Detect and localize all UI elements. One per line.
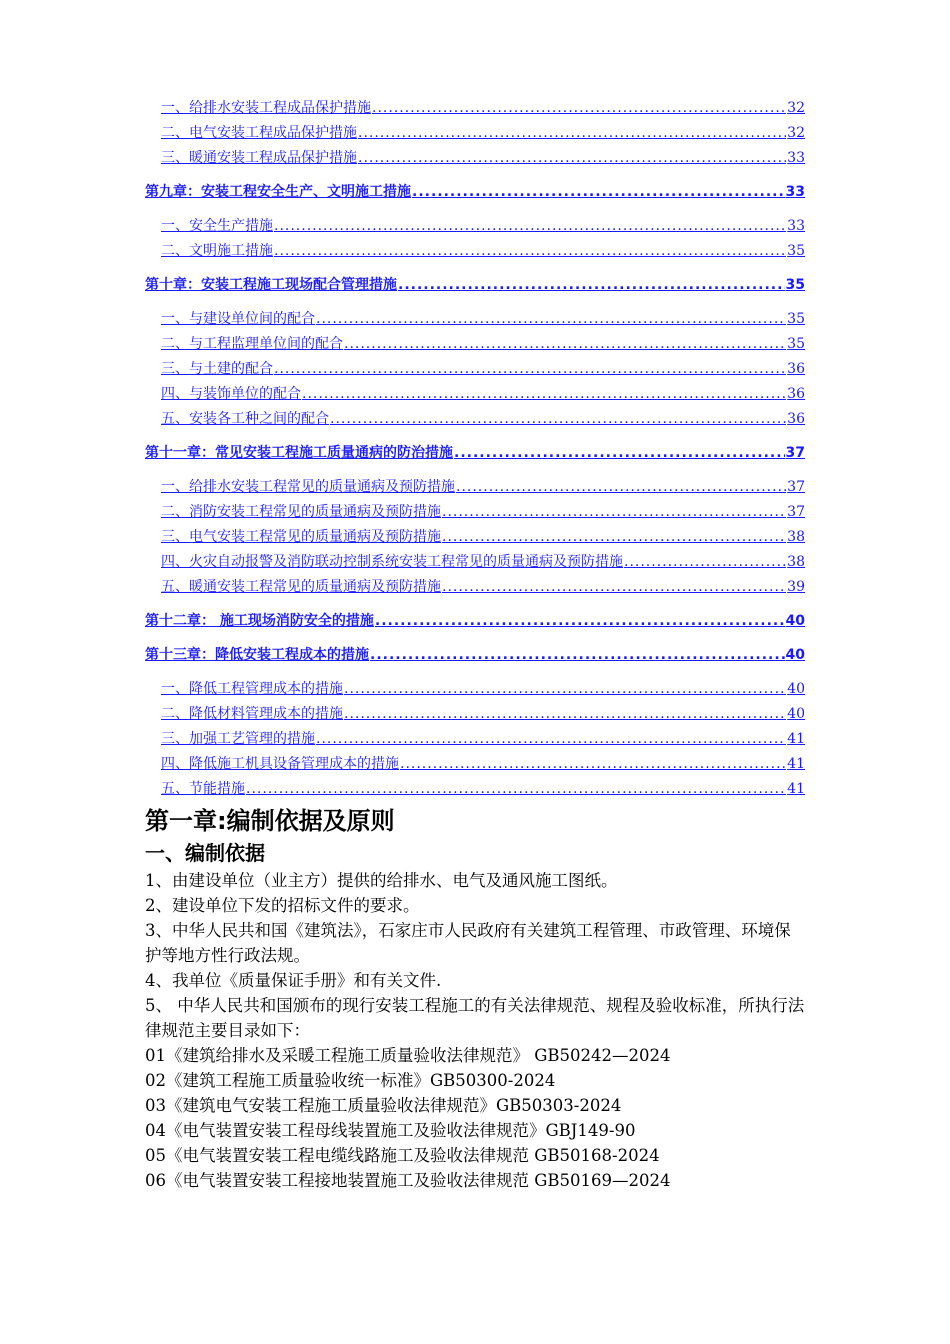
toc-entry[interactable]: 四、火灾自动报警及消防联动控制系统安装工程常见的质量通病及预防措施 ..... 38: [145, 550, 805, 575]
toc-entry[interactable]: 四、与装饰单位的配合 ..... 36: [145, 382, 805, 407]
toc-entry[interactable]: 三、暖通安装工程成品保护措施 ..... 33: [145, 146, 805, 171]
toc-entry[interactable]: 一、给排水安装工程常见的质量通病及预防措施 ..... 37: [145, 475, 805, 500]
standard-item: 04《电气装置安装工程母线装置施工及验收法律规范》GBJ149-90: [145, 1121, 636, 1140]
standard-item: 01《建筑给排水及采暖工程施工质量验收法律规范》 GB50242—2024: [145, 1046, 671, 1065]
toc-entry[interactable]: 三、加强工艺管理的措施 ..... 41: [145, 727, 805, 752]
toc-chapter-13[interactable]: 第十三章：降低安装工程成本的措施 ..... 40: [145, 643, 805, 668]
toc-entry[interactable]: 四、降低施工机具设备管理成本的措施 ..... 41: [145, 752, 805, 777]
document-body: [145, 804, 805, 1193]
toc-entry[interactable]: 一、给排水安装工程成品保护措施 ..... 32: [145, 96, 805, 121]
toc-entry[interactable]: 二、文明施工措施 ..... 35: [145, 239, 805, 264]
toc-entry[interactable]: 一、降低工程管理成本的措施 ..... 40: [145, 677, 805, 702]
standard-item: 05《电气装置安装工程电缆线路施工及验收法律规范 GB50168-2024: [145, 1146, 660, 1165]
document-page: [145, 96, 805, 1193]
toc-entry[interactable]: 二、降低材料管理成本的措施 ..... 40: [145, 702, 805, 727]
paragraph: 5、 中华人民共和国颁布的现行安装工程施工的有关法律规范、规程及验收标准，所执行法律规范主要目录如下：: [145, 996, 805, 1040]
chapter-title: 第一章:编制依据及原则: [145, 807, 395, 835]
toc-entry[interactable]: 二、消防安装工程常见的质量通病及预防措施 ..... 37: [145, 500, 805, 525]
toc-chapter-12[interactable]: 第十二章： 施工现场消防安全的措施 ..... 40: [145, 609, 805, 634]
toc-entry[interactable]: 三、与土建的配合 ..... 36: [145, 357, 805, 382]
standard-item: 06《电气装置安装工程接地装置施工及验收法律规范 GB50169—2024: [145, 1171, 671, 1190]
toc-entry[interactable]: 五、暖通安装工程常见的质量通病及预防措施 ..... 39: [145, 575, 805, 600]
paragraph: 4、我单位《质量保证手册》和有关文件.: [145, 971, 442, 990]
toc-chapter-10[interactable]: 第十章：安装工程施工现场配合管理措施 ..... 35: [145, 273, 805, 298]
section-title: 一、编制依据: [145, 841, 265, 865]
toc-entry[interactable]: 一、与建设单位间的配合 ..... 35: [145, 307, 805, 332]
standard-item: 02《建筑工程施工质量验收统一标准》GB50300-2024: [145, 1071, 556, 1090]
toc-entry[interactable]: 三、电气安装工程常见的质量通病及预防措施 ..... 38: [145, 525, 805, 550]
paragraph: 3、中华人民共和国《建筑法》，石家庄市人民政府有关建筑工程管理、市政管理、环境保护等地方性行政法规。: [145, 921, 791, 965]
toc-entry[interactable]: 五、安装各工种之间的配合 ..... 36: [145, 407, 805, 432]
paragraph: 2、建设单位下发的招标文件的要求。: [145, 896, 420, 915]
toc-chapter-9[interactable]: 第九章：安装工程安全生产、文明施工措施 ..... 33: [145, 180, 805, 205]
table-of-contents: [145, 96, 805, 802]
standard-item: 03《建筑电气安装工程施工质量验收法律规范》GB50303-2024: [145, 1096, 622, 1115]
toc-entry[interactable]: 二、与工程监理单位间的配合 ..... 35: [145, 332, 805, 357]
toc-entry[interactable]: 一、安全生产措施 ..... 33: [145, 214, 805, 239]
toc-entry[interactable]: 五、节能措施 ..... 41: [145, 777, 805, 802]
toc-chapter-11[interactable]: 第十一章：常见安装工程施工质量通病的防治措施 ..... 37: [145, 441, 805, 466]
paragraph: 1、由建设单位（业主方）提供的给排水、电气及通风施工图纸。: [145, 871, 618, 890]
toc-entry[interactable]: 二、电气安装工程成品保护措施 ..... 32: [145, 121, 805, 146]
